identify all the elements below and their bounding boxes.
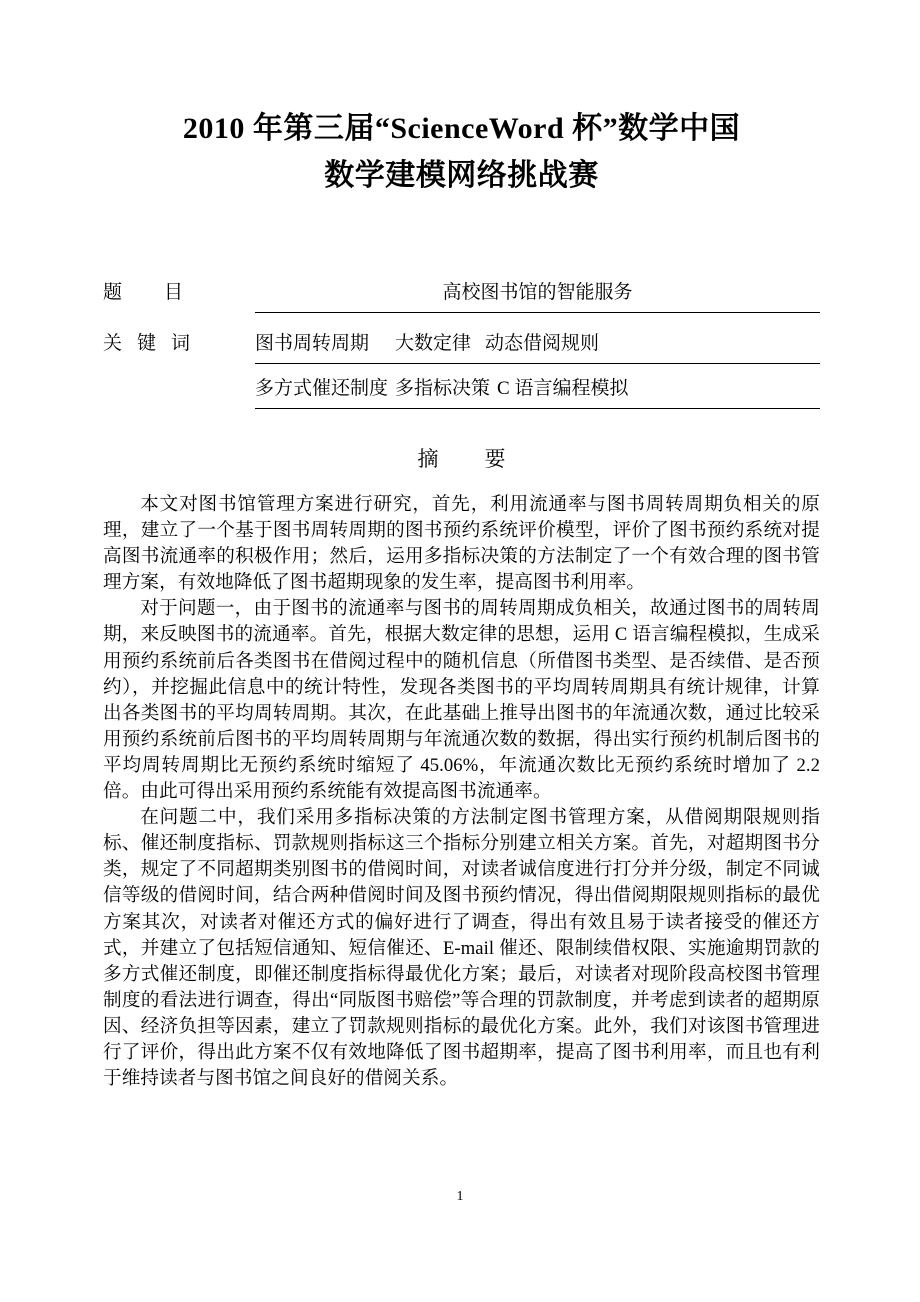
field-row-keywords	[103, 327, 820, 409]
abstract-heading	[103, 443, 820, 475]
field-label-keywords-char-2: 键	[137, 333, 157, 354]
keyword-item: C 语言编程模拟	[497, 378, 629, 399]
keyword-item: 大数定律	[395, 333, 472, 354]
abstract-body	[103, 492, 820, 1092]
page-number: 1	[456, 1189, 464, 1204]
abstract-paragraph: 本文对图书馆管理方案进行研究，首先，利用流通率与图书周转周期负相关的原理，建立了一个基于图书周转周期的图书预约系统评价模型，评价了图书预约系统对提高图书流通率的积极作用；然后，运用多指标决策的方法制定了一个有效合理的图书管理方案，有效地降低了图书超期现象的发生率，提高图书利用率。	[103, 494, 820, 594]
field-value-keywords-line-2	[255, 372, 820, 409]
abstract-heading-char-1: 摘	[417, 447, 439, 471]
field-label-keywords-char-1: 关	[103, 333, 123, 354]
document-title	[103, 105, 820, 199]
abstract-paragraph: 对于问题一，由于图书的流通率与图书的周转周期成负相关，故通过图书的周转周期，来反映图书的流通率。首先，根据大数定律的思想，运用 C 语言编程模拟，生成采用预约系统前后各类图书在借阅过程中的随机信息（所借图书类型、是否续借、是否预约），并挖掘此信息中的统计特性，发现各类图书的平均周转周期具有统计规律，计算出各类图书的平均周转周期。其次，在此基础上推导出图书的年流通次数，通过比较采用预约系统前后图书的平均周转周期与年流通次数的数据，得出实行预约机制后图书的平均周转周期比无预约系统时缩短了 45.06%，年流通次数比无预约系统时增加了 2.2 倍。由此可得出采用预约系统能有效提高图书流通率。	[103, 598, 820, 803]
title-line-1: 2010 年第三届“ScienceWord 杯”数学中国	[182, 112, 741, 145]
keyword-item: 多指标决策	[395, 378, 491, 399]
keyword-item: 动态借阅规则	[485, 333, 600, 354]
field-label-title-char-1: 题	[103, 282, 123, 303]
title-line-2: 数学建模网络挑战赛	[324, 159, 599, 192]
field-value-title: 高校图书馆的智能服务	[255, 276, 820, 313]
field-value-title-wrap	[255, 276, 820, 313]
field-label-title	[103, 276, 255, 310]
field-label-keywords	[103, 327, 255, 361]
field-label-keywords-char-3: 词	[171, 333, 191, 354]
field-value-keywords-line-1	[255, 327, 820, 364]
field-value-keywords-wrap	[255, 327, 820, 409]
abstract-paragraph: 在问题二中，我们采用多指标决策的方法制定图书管理方案，从借阅期限规则指标、催还制度指标、罚款规则指标这三个指标分别建立相关方案。首先，对超期图书分类，规定了不同超期类别图书的借阅时间，对读者诚信度进行打分并分级，制定不同诚信等级的借阅时间，结合两种借阅时间及图书预约情况，得出借阅期限规则指标的最优方案其次，对读者对催还方式的偏好进行了调查，得出有效且易于读者接受的催还方式，并建立了包括短信通知、短信催还、E-mail 催还、限制续借权限、实施逾期罚款的多方式催还制度，即催还制度指标得最优化方案；最后，对读者对现阶段高校图书管理制度的看法进行调查，得出“同版图书赔偿”等合理的罚款制度，并考虑到读者的超期原因、经济负担等因素，建立了罚款规则指标的最优化方案。此外，我们对该图书管理进行了评价，得出此方案不仅有效地降低了图书超期率，提高了图书利用率，而且也有利于维持读者与图书馆之间良好的借阅关系。	[103, 807, 820, 1090]
keyword-item: 多方式催还制度	[255, 378, 389, 399]
field-label-title-char-2: 目	[164, 282, 184, 303]
metadata-fields	[103, 276, 820, 409]
abstract-heading-char-2: 要	[484, 447, 506, 471]
keyword-item: 图书周转周期	[255, 333, 370, 354]
field-row-title	[103, 276, 820, 313]
